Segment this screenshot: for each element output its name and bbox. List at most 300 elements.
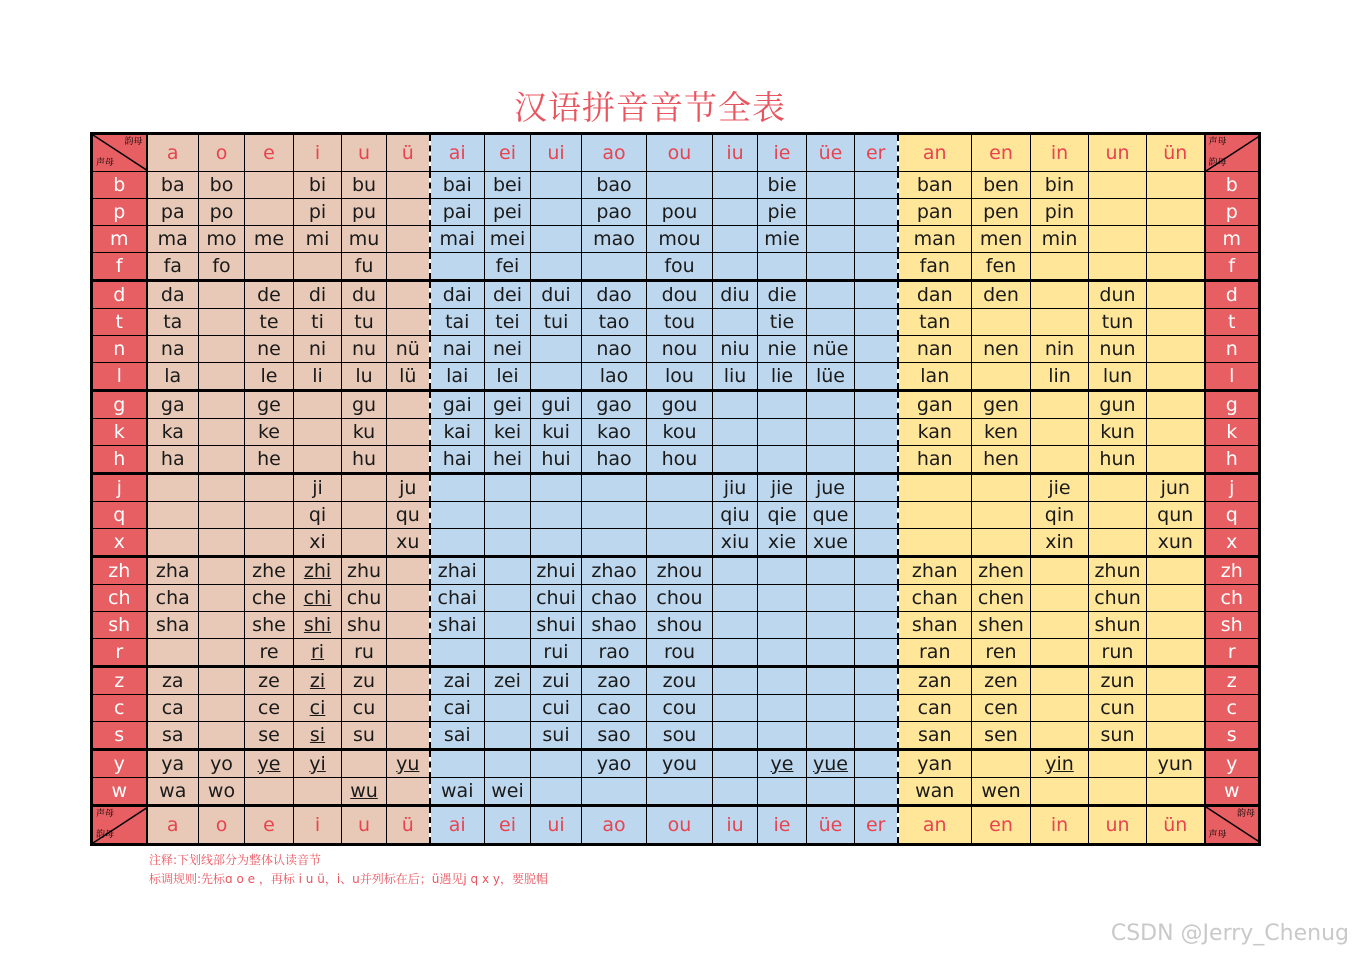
syllable-cell xyxy=(531,309,582,336)
syllable-text: hei xyxy=(492,448,522,470)
syllable-cell xyxy=(342,667,387,695)
syllable-cell xyxy=(807,557,855,585)
table-row xyxy=(92,336,1260,363)
syllable-text: gai xyxy=(442,394,472,416)
syllable-cell xyxy=(199,474,245,502)
syllable-cell xyxy=(342,363,387,391)
syllable-cell xyxy=(1089,639,1147,667)
syllable-cell xyxy=(245,226,294,253)
final-header-19: ün xyxy=(1147,134,1205,172)
syllable-cell xyxy=(758,172,807,199)
syllable-cell xyxy=(147,722,199,750)
syllable-cell xyxy=(342,474,387,502)
syllable-text: fou xyxy=(664,255,695,277)
syllable-cell xyxy=(342,778,387,806)
syllable-cell xyxy=(1089,281,1147,309)
syllable-cell xyxy=(807,722,855,750)
syllable-cell xyxy=(531,722,582,750)
syllable-cell xyxy=(199,336,245,363)
syllable-cell xyxy=(199,502,245,529)
syllable-text: chai xyxy=(437,587,477,609)
syllable-cell xyxy=(713,529,758,557)
final-header-14: er xyxy=(855,806,898,845)
syllable-cell xyxy=(1147,612,1205,639)
syllable-cell xyxy=(972,446,1031,474)
syllable-text: gei xyxy=(492,394,523,416)
syllable-text: zao xyxy=(597,670,631,692)
syllable-text: dun xyxy=(1099,284,1136,306)
syllable-text: da xyxy=(160,284,185,306)
syllable-cell xyxy=(294,612,342,639)
syllable-cell xyxy=(147,557,199,585)
syllable-text: wa xyxy=(159,780,187,802)
syllable-cell xyxy=(294,199,342,226)
syllable-cell xyxy=(485,474,531,502)
syllable-cell xyxy=(1147,750,1205,778)
syllable-cell xyxy=(199,612,245,639)
syllable-cell xyxy=(1089,391,1147,419)
syllable-text: zhun xyxy=(1094,560,1141,582)
syllable-cell xyxy=(245,446,294,474)
corner-label-b: 声母 xyxy=(1208,830,1227,840)
syllable-cell xyxy=(713,612,758,639)
syllable-cell xyxy=(1147,585,1205,612)
syllable-cell xyxy=(1089,474,1147,502)
syllable-text: yu xyxy=(396,753,420,775)
initial-label: d xyxy=(92,281,147,309)
syllable-text: lou xyxy=(665,365,694,387)
syllable-cell xyxy=(1089,419,1147,446)
syllable-cell xyxy=(758,612,807,639)
syllable-cell xyxy=(713,226,758,253)
syllable-cell xyxy=(245,281,294,309)
syllable-cell xyxy=(582,281,647,309)
syllable-text: lüe xyxy=(815,365,845,387)
syllable-text: bie xyxy=(767,174,797,196)
syllable-text: jue xyxy=(815,477,845,499)
syllable-cell xyxy=(147,226,199,253)
syllable-cell xyxy=(342,336,387,363)
note-line-2: 标调规则:先标ɑ o e ，再标 i u ü，i、u并列标在后；ü遇见j q x y，要脱帽 xyxy=(149,872,548,886)
syllable-cell xyxy=(972,502,1031,529)
syllable-cell xyxy=(531,281,582,309)
syllable-text: rui xyxy=(543,641,569,663)
syllable-text: fen xyxy=(985,255,1017,277)
initial-label: s xyxy=(92,722,147,750)
syllable-cell xyxy=(898,695,972,722)
syllable-cell xyxy=(147,172,199,199)
syllable-cell xyxy=(855,281,898,309)
syllable-text: sai xyxy=(443,724,471,746)
syllable-cell xyxy=(898,502,972,529)
syllable-cell xyxy=(1031,529,1089,557)
syllable-text: cao xyxy=(597,697,631,719)
syllable-cell xyxy=(531,336,582,363)
syllable-text: jiu xyxy=(723,477,747,499)
syllable-text: sao xyxy=(597,724,631,746)
syllable-cell xyxy=(342,750,387,778)
syllable-cell xyxy=(294,226,342,253)
note-line-1: 注释:下划线部分为整体认读音节 xyxy=(149,853,322,867)
syllable-cell xyxy=(713,253,758,281)
syllable-cell xyxy=(972,529,1031,557)
syllable-text: gui xyxy=(541,394,571,416)
syllable-text: qie xyxy=(767,504,797,526)
corner-label-b: 韵母 xyxy=(96,830,115,840)
syllable-text: te xyxy=(259,311,279,333)
syllable-cell xyxy=(1147,778,1205,806)
syllable-text: chao xyxy=(591,587,637,609)
syllable-cell xyxy=(294,639,342,667)
syllable-text: qi xyxy=(308,504,327,526)
syllable-cell xyxy=(758,695,807,722)
syllable-text: zen xyxy=(984,670,1018,692)
syllable-cell xyxy=(342,281,387,309)
syllable-text: ne xyxy=(257,338,281,360)
syllable-cell xyxy=(245,363,294,391)
syllable-cell xyxy=(485,253,531,281)
syllable-cell xyxy=(582,667,647,695)
syllable-cell xyxy=(898,446,972,474)
syllable-cell xyxy=(199,529,245,557)
syllable-cell xyxy=(387,199,430,226)
syllable-text: ye xyxy=(770,753,794,775)
syllable-text: tie xyxy=(769,311,795,333)
syllable-cell xyxy=(245,557,294,585)
syllable-cell xyxy=(898,172,972,199)
syllable-cell xyxy=(713,363,758,391)
final-header-18: un xyxy=(1089,806,1147,845)
syllable-cell xyxy=(1147,281,1205,309)
final-header-17: in xyxy=(1031,806,1089,845)
syllable-cell xyxy=(430,612,485,639)
syllable-cell xyxy=(855,639,898,667)
syllable-cell xyxy=(855,557,898,585)
syllable-text: hai xyxy=(442,448,472,470)
syllable-cell xyxy=(531,253,582,281)
syllable-cell xyxy=(245,336,294,363)
syllable-cell xyxy=(582,612,647,639)
syllable-cell xyxy=(147,750,199,778)
syllable-text: re xyxy=(259,641,279,663)
initial-label: f xyxy=(92,253,147,281)
syllable-cell xyxy=(713,172,758,199)
syllable-cell xyxy=(713,667,758,695)
syllable-text: pie xyxy=(767,201,797,223)
syllable-cell xyxy=(582,226,647,253)
final-header-4: u xyxy=(342,806,387,845)
syllable-cell xyxy=(758,778,807,806)
syllable-cell xyxy=(1147,529,1205,557)
syllable-cell xyxy=(898,391,972,419)
initial-label: r xyxy=(92,639,147,667)
syllable-cell xyxy=(647,529,713,557)
syllable-cell xyxy=(294,778,342,806)
syllable-cell xyxy=(758,585,807,612)
syllable-text: yan xyxy=(917,753,953,775)
syllable-text: lao xyxy=(599,365,629,387)
syllable-cell xyxy=(1089,695,1147,722)
initial-label-right: q xyxy=(1205,502,1260,529)
watermark: CSDN @Jerry_Chenug xyxy=(1110,921,1349,946)
syllable-text: nao xyxy=(596,338,632,360)
syllable-text: wan xyxy=(915,780,955,802)
syllable-cell xyxy=(199,695,245,722)
syllable-text: kun xyxy=(1100,421,1135,443)
initial-label-right: c xyxy=(1205,695,1260,722)
table-row xyxy=(92,172,1260,199)
syllable-cell xyxy=(430,778,485,806)
syllable-cell xyxy=(713,336,758,363)
syllable-text: bai xyxy=(442,174,472,196)
initial-label: y xyxy=(92,750,147,778)
syllable-cell xyxy=(713,639,758,667)
syllable-cell xyxy=(647,750,713,778)
initial-label-right: d xyxy=(1205,281,1260,309)
syllable-cell xyxy=(199,391,245,419)
syllable-cell xyxy=(342,722,387,750)
syllable-text: gu xyxy=(351,394,377,416)
final-header-7: ei xyxy=(485,806,531,845)
final-header-9: ao xyxy=(582,806,647,845)
syllable-cell xyxy=(245,750,294,778)
syllable-cell xyxy=(485,199,531,226)
syllable-cell xyxy=(647,253,713,281)
table-row xyxy=(92,502,1260,529)
syllable-cell xyxy=(972,336,1031,363)
syllable-cell xyxy=(485,612,531,639)
syllable-cell xyxy=(972,695,1031,722)
syllable-cell xyxy=(972,750,1031,778)
table-row xyxy=(92,363,1260,391)
syllable-text: dan xyxy=(916,284,953,306)
syllable-text: ben xyxy=(983,174,1019,196)
syllable-cell xyxy=(387,529,430,557)
initial-label: c xyxy=(92,695,147,722)
syllable-text: mie xyxy=(764,228,800,250)
syllable-cell xyxy=(807,639,855,667)
syllable-cell xyxy=(342,557,387,585)
syllable-cell xyxy=(647,172,713,199)
syllable-text: zhou xyxy=(656,560,703,582)
syllable-cell xyxy=(245,172,294,199)
syllable-text: tao xyxy=(598,311,630,333)
syllable-text: can xyxy=(917,697,952,719)
syllable-cell xyxy=(531,529,582,557)
syllable-cell xyxy=(855,309,898,336)
syllable-text: nüe xyxy=(812,338,849,360)
initial-label-right: z xyxy=(1205,667,1260,695)
syllable-text: mu xyxy=(348,228,380,250)
syllable-cell xyxy=(758,502,807,529)
syllable-cell xyxy=(531,474,582,502)
syllable-cell xyxy=(1147,474,1205,502)
syllable-text: you xyxy=(662,753,697,775)
syllable-text: zu xyxy=(352,670,375,692)
syllable-text: kao xyxy=(597,421,631,443)
syllable-cell xyxy=(147,778,199,806)
syllable-text: lai xyxy=(446,365,469,387)
syllable-cell xyxy=(1031,391,1089,419)
syllable-cell xyxy=(807,419,855,446)
syllable-cell xyxy=(582,336,647,363)
syllable-text: jie xyxy=(1048,477,1071,499)
syllable-cell xyxy=(972,585,1031,612)
syllable-cell xyxy=(430,639,485,667)
syllable-cell xyxy=(430,253,485,281)
syllable-text: die xyxy=(767,284,797,306)
initial-label-right: b xyxy=(1205,172,1260,199)
initial-label-right: r xyxy=(1205,639,1260,667)
syllable-text: dao xyxy=(596,284,632,306)
syllable-cell xyxy=(147,419,199,446)
final-header-1: o xyxy=(199,134,245,172)
syllable-text: zai xyxy=(443,670,471,692)
syllable-cell xyxy=(713,199,758,226)
syllable-cell xyxy=(758,639,807,667)
syllable-text: tun xyxy=(1101,311,1134,333)
syllable-text: cen xyxy=(983,697,1019,719)
syllable-cell xyxy=(485,226,531,253)
syllable-text: tan xyxy=(919,311,951,333)
syllable-cell xyxy=(1147,199,1205,226)
syllable-cell xyxy=(531,557,582,585)
syllable-cell xyxy=(1031,172,1089,199)
syllable-cell xyxy=(342,639,387,667)
syllable-cell xyxy=(1089,722,1147,750)
syllable-cell xyxy=(387,336,430,363)
syllable-cell xyxy=(199,253,245,281)
finals-row-bottom xyxy=(92,806,1260,845)
syllable-text: lü xyxy=(399,365,417,387)
syllable-text: qiu xyxy=(720,504,750,526)
syllable-text: he xyxy=(257,448,281,470)
syllable-text: jun xyxy=(1160,477,1190,499)
syllable-cell xyxy=(582,695,647,722)
syllable-text: cai xyxy=(443,697,471,719)
syllable-cell xyxy=(430,281,485,309)
syllable-cell xyxy=(1031,585,1089,612)
syllable-cell xyxy=(387,419,430,446)
syllable-cell xyxy=(1147,336,1205,363)
initial-label: m xyxy=(92,226,147,253)
syllable-cell xyxy=(147,612,199,639)
syllable-cell xyxy=(1089,585,1147,612)
syllable-text: bao xyxy=(596,174,632,196)
syllable-text: she xyxy=(252,614,286,636)
syllable-cell xyxy=(582,419,647,446)
initial-label: sh xyxy=(92,612,147,639)
syllable-text: pei xyxy=(492,201,523,223)
syllable-cell xyxy=(342,199,387,226)
syllable-cell xyxy=(342,695,387,722)
syllable-text: nie xyxy=(767,338,797,360)
syllable-text: xi xyxy=(309,531,326,553)
syllable-cell xyxy=(1089,778,1147,806)
syllable-cell xyxy=(387,722,430,750)
syllable-cell xyxy=(245,199,294,226)
syllable-text: rao xyxy=(598,641,630,663)
syllable-text: cou xyxy=(662,697,697,719)
syllable-cell xyxy=(245,722,294,750)
syllable-cell xyxy=(807,363,855,391)
initial-label: ch xyxy=(92,585,147,612)
syllable-cell xyxy=(898,585,972,612)
syllable-cell xyxy=(147,253,199,281)
syllable-text: zhan xyxy=(911,560,958,582)
syllable-text: nun xyxy=(1099,338,1136,360)
final-header-15: an xyxy=(898,134,972,172)
initial-label: h xyxy=(92,446,147,474)
syllable-cell xyxy=(147,336,199,363)
syllable-text: nu xyxy=(351,338,377,360)
syllable-cell xyxy=(387,778,430,806)
syllable-cell xyxy=(294,172,342,199)
table-row xyxy=(92,226,1260,253)
syllable-text: zui xyxy=(542,670,570,692)
syllable-cell xyxy=(199,585,245,612)
syllable-cell xyxy=(647,474,713,502)
syllable-cell xyxy=(294,474,342,502)
syllable-cell xyxy=(807,391,855,419)
syllable-text: qun xyxy=(1157,504,1194,526)
syllable-text: wo xyxy=(207,780,236,802)
syllable-cell xyxy=(294,336,342,363)
syllable-cell xyxy=(485,172,531,199)
initial-label: g xyxy=(92,391,147,419)
syllable-cell xyxy=(758,667,807,695)
syllable-cell xyxy=(1031,557,1089,585)
syllable-cell xyxy=(294,253,342,281)
syllable-cell xyxy=(758,446,807,474)
syllable-text: fo xyxy=(212,255,231,277)
syllable-cell xyxy=(1147,253,1205,281)
syllable-text: xun xyxy=(1157,531,1193,553)
syllable-cell xyxy=(485,585,531,612)
syllable-cell xyxy=(199,172,245,199)
syllable-cell xyxy=(294,557,342,585)
table-row xyxy=(92,253,1260,281)
syllable-cell xyxy=(531,391,582,419)
syllable-cell xyxy=(647,612,713,639)
syllable-cell xyxy=(531,695,582,722)
syllable-text: shao xyxy=(591,614,637,636)
syllable-cell xyxy=(485,750,531,778)
syllable-text: hun xyxy=(1099,448,1136,470)
syllable-cell xyxy=(485,557,531,585)
final-header-3: i xyxy=(294,134,342,172)
syllable-text: nü xyxy=(395,338,420,360)
syllable-cell xyxy=(430,585,485,612)
syllable-cell xyxy=(294,281,342,309)
syllable-cell xyxy=(713,750,758,778)
syllable-text: dai xyxy=(442,284,472,306)
syllable-cell xyxy=(898,226,972,253)
syllable-text: hao xyxy=(596,448,632,470)
syllable-cell xyxy=(972,778,1031,806)
syllable-cell xyxy=(758,363,807,391)
syllable-text: lun xyxy=(1102,365,1133,387)
syllable-text: bi xyxy=(308,174,327,196)
syllable-text: gou xyxy=(661,394,698,416)
syllable-cell xyxy=(485,336,531,363)
corner-label-b: 韵母 xyxy=(1208,158,1227,168)
syllable-cell xyxy=(387,502,430,529)
syllable-cell xyxy=(1031,419,1089,446)
syllable-text: li xyxy=(312,365,323,387)
finals-row-top xyxy=(92,134,1260,172)
syllable-text: hou xyxy=(661,448,698,470)
